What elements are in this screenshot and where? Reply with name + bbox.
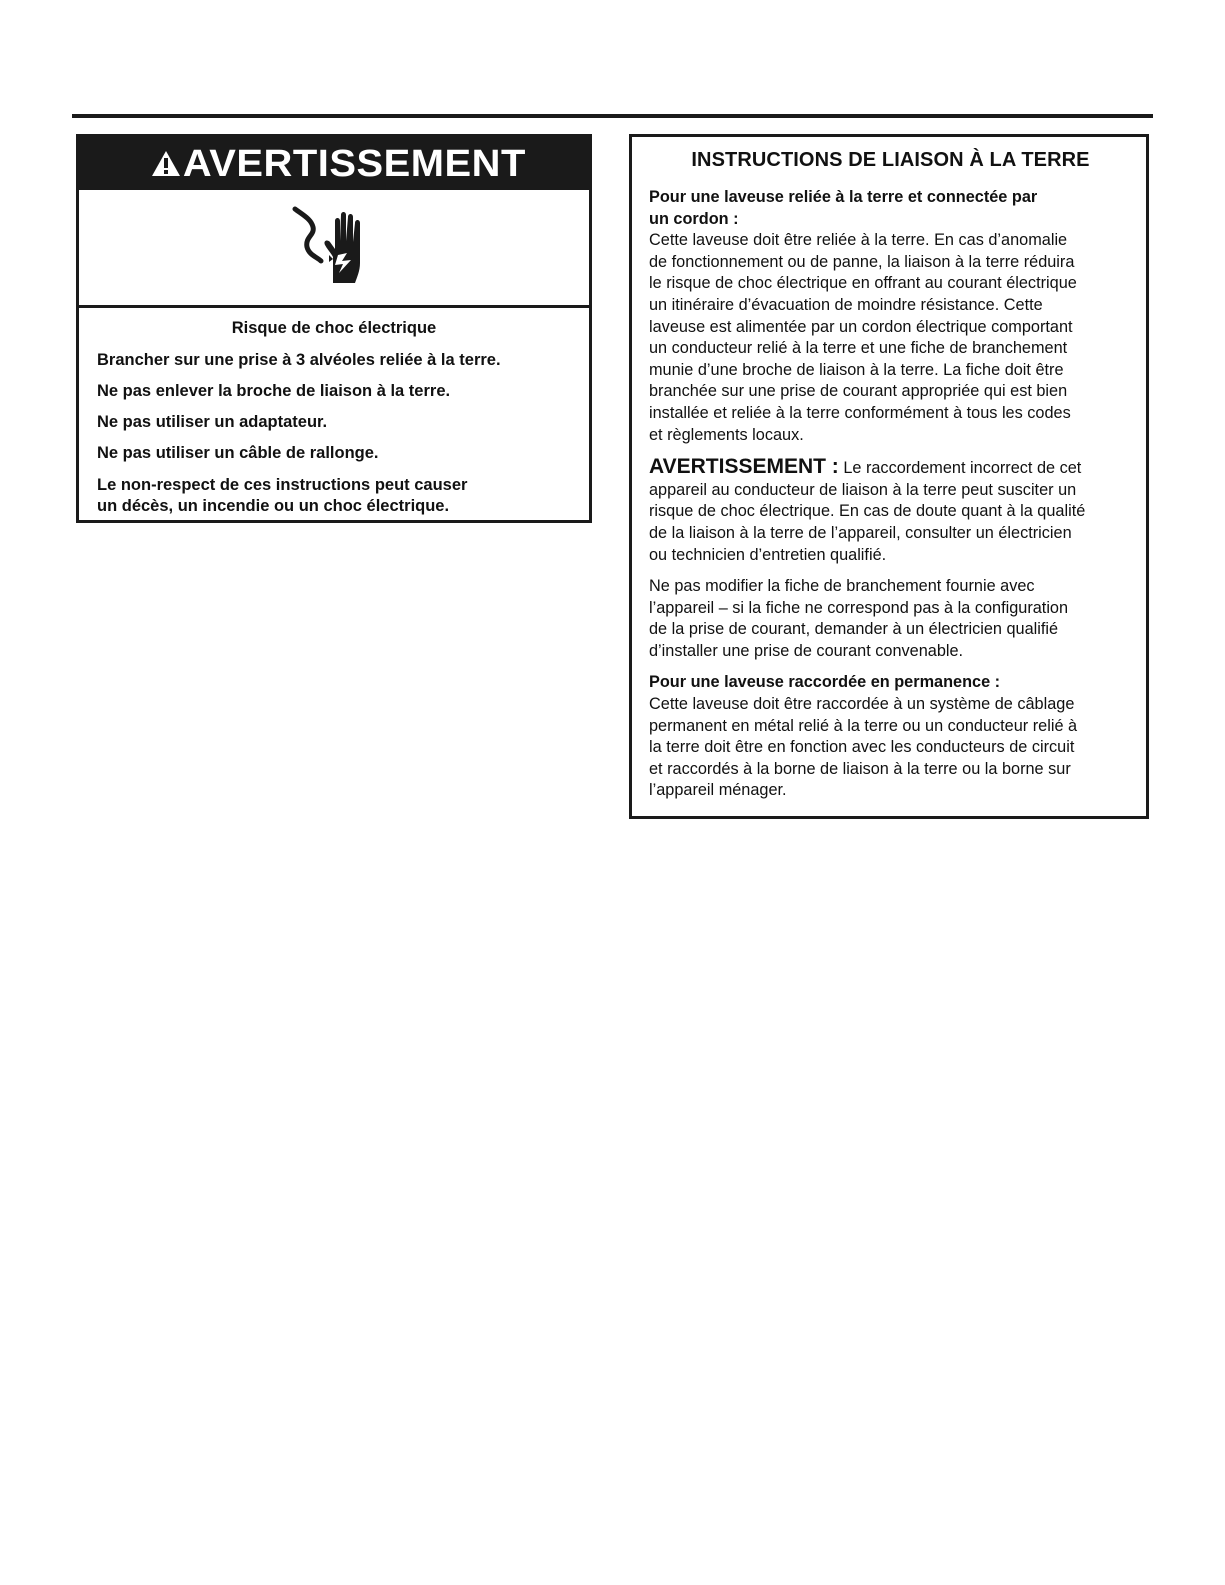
permanent-paragraph [649, 694, 1132, 802]
warning-box [76, 134, 592, 523]
warning-symbol-area [79, 190, 589, 308]
warning-title: AVERTISSEMENT [182, 142, 526, 185]
text-line: Cette laveuse doit être reliée à la terre. En cas d’anomalie [649, 231, 1068, 250]
spacer [649, 662, 1132, 672]
spacer [649, 566, 1132, 576]
instructions-title: INSTRUCTIONS DE LIAISON À LA TERRE [691, 149, 1090, 171]
text-line: risque de choc électrique. En cas de doute quant à la qualité [649, 502, 1086, 521]
corded-paragraph [649, 230, 1132, 446]
grounding-instructions-box [629, 134, 1149, 819]
warning-consequence [97, 475, 589, 517]
top-rule [72, 114, 1153, 118]
text-line: Le raccordement incorrect de cet [838, 459, 1082, 478]
warning-header [79, 137, 589, 190]
consequence-line-2: un décès, un incendie ou un choc électrique. [97, 497, 450, 515]
corded-heading-line-2: un cordon : [649, 209, 739, 228]
text-line: de la liaison à la terre de l’appareil, consulter un électricien [649, 523, 1072, 542]
warning-body [79, 308, 589, 517]
warning-instruction: Ne pas enlever la broche de liaison à la terre. [97, 382, 451, 400]
text-line: ou technicien d’entretien qualifié. [649, 545, 887, 564]
plug-paragraph [649, 576, 1132, 662]
warning-label: AVERTISSEMENT : [649, 455, 839, 479]
text-line: permanent en métal relié à la terre ou un conducteur relié à [649, 716, 1078, 735]
warning-triangle-icon [151, 150, 181, 177]
text-line: munie d’une broche de liaison à la terre. La fiche doit être [649, 360, 1064, 379]
text-line: l’appareil ménager. [649, 781, 787, 800]
electric-shock-hand-icon [289, 205, 379, 290]
consequence-line-1: Le non-respect de ces instructions peut causer [97, 476, 468, 494]
text-line: la terre doit être en fonction avec les conducteurs de circuit [649, 738, 1075, 757]
text-line: un conducteur relié à la terre et une fiche de branchement [649, 339, 1068, 358]
text-line: laveuse est alimentée par un cordon électrique comportant [649, 317, 1073, 336]
text-line: de la prise de courant, demander à un électricien qualifié [649, 620, 1059, 639]
warning-paragraph [649, 456, 1132, 566]
text-line: et raccordés à la borne de liaison à la terre ou la borne sur [649, 759, 1071, 778]
warning-instruction: Ne pas utiliser un câble de rallonge. [97, 444, 379, 462]
text-line: Ne pas modifier la fiche de branchement fournie avec [649, 577, 1035, 596]
corded-heading [649, 187, 1132, 230]
text-line: d’installer une prise de courant convenable. [649, 641, 964, 660]
warning-instruction: Brancher sur une prise à 3 alvéoles reliée à la terre. [97, 351, 501, 369]
text-line: installée et reliée à la terre conformément à tous les codes [649, 403, 1071, 422]
text-line: le risque de choc électrique en offrant au courant électrique [649, 274, 1077, 293]
permanent-heading: Pour une laveuse raccordée en permanence : [649, 673, 1001, 692]
text-line: et règlements locaux. [649, 425, 804, 444]
text-line: appareil au conducteur de liaison à la terre peut susciter un [649, 480, 1077, 499]
text-line: branchée sur une prise de courant appropriée qui est bien [649, 382, 1068, 401]
hazard-title: Risque de choc électrique [231, 319, 437, 337]
corded-heading-line-1: Pour une laveuse reliée à la terre et connectée par [649, 188, 1038, 206]
text-line: l’appareil – si la fiche ne correspond pas à la configuration [649, 598, 1069, 617]
warning-instruction: Ne pas utiliser un adaptateur. [97, 413, 328, 431]
text-line: Cette laveuse doit être raccordée à un système de câblage [649, 695, 1075, 714]
text-line: un itinéraire d’évacuation de moindre résistance. Cette [649, 295, 1043, 314]
text-line: de fonctionnement ou de panne, la liaison à la terre réduira [649, 252, 1075, 271]
